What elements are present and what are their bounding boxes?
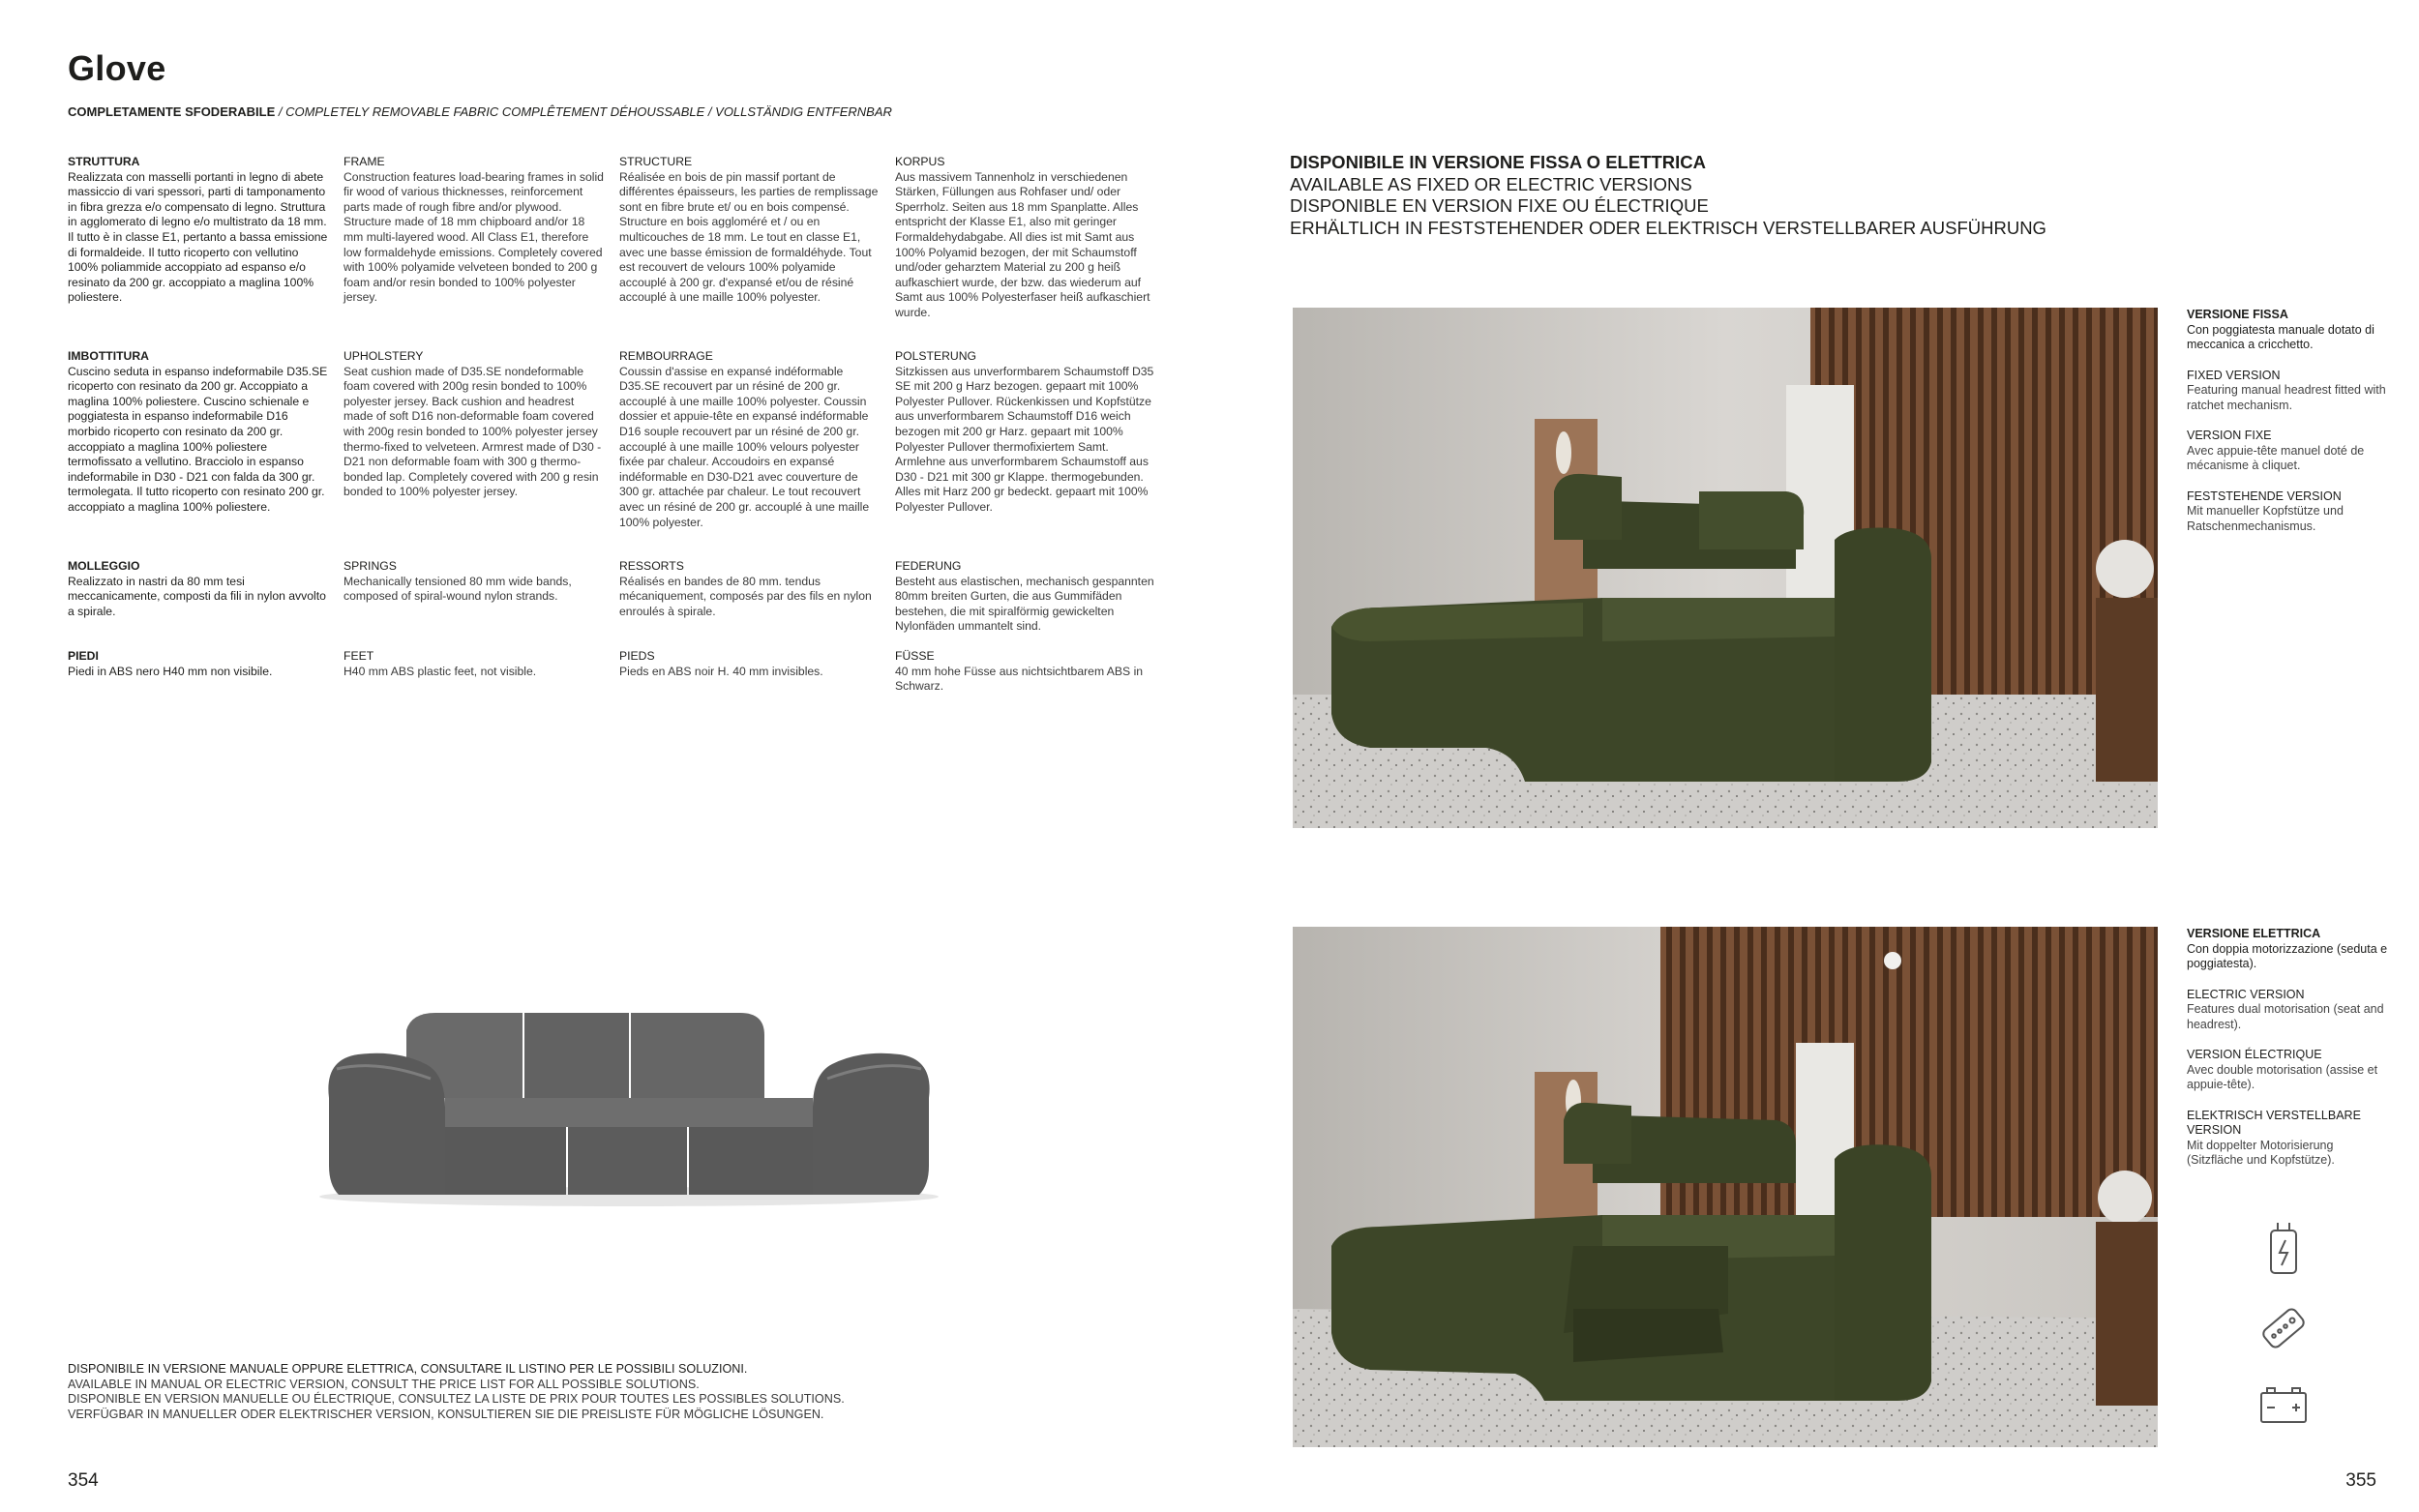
electric-version-illustration [1293, 927, 2158, 1447]
spec-block [343, 559, 605, 605]
spec-heading: PIEDS [619, 649, 655, 663]
variant-text: Featuring manual headrest fitted with ratchet mechanism. [2187, 383, 2386, 412]
spec-block [619, 649, 881, 679]
availability-de: ERHÄLTLICH IN FESTSTEHENDER ODER ELEKTRISCH VERSTELLBARER AUSFÜHRUNG [1290, 217, 2046, 238]
note-fr: DISPONIBLE EN VERSION MANUELLE OU ÉLECTRIQUE, CONSULTEZ LA LISTE DE PRIX POUR TOUTES LES POSSIBLES SOLUTIONS. [68, 1392, 845, 1407]
note-en: AVAILABLE IN MANUAL OR ELECTRIC VERSION, CONSULT THE PRICE LIST FOR ALL POSSIBLE SOLUTIONS. [68, 1377, 700, 1391]
battery-icon [2250, 1372, 2317, 1439]
variant-heading: VERSION ÉLECTRIQUE [2187, 1048, 2322, 1061]
spec-heading: FEDERUNG [895, 559, 962, 573]
spec-block [68, 649, 329, 679]
plug-icon [2250, 1217, 2317, 1285]
fixed-version-en [2187, 369, 2390, 414]
spec-text: 40 mm hohe Füsse aus nichtsichtbarem ABS in Schwarz. [895, 664, 1144, 694]
variant-heading: VERSIONE ELETTRICA [2187, 927, 2321, 940]
spec-heading: FEET [343, 649, 374, 663]
spec-block [68, 349, 329, 516]
electric-version-legend [2187, 927, 2390, 1184]
spec-text: Mechanically tensioned 80 mm wide bands, composed of spiral-wound nylon strands. [343, 574, 572, 604]
spec-text: Piedi in ABS nero H40 mm non visibile. [68, 664, 273, 678]
variant-heading: VERSION FIXE [2187, 429, 2272, 442]
spec-heading: RESSORTS [619, 559, 684, 573]
spec-text: Realizzata con masselli portanti in legno di abete massiccio di vari spessori, parti di tamponamento in fibra grezza e/o compensato di legno. Struttura in agglomerato di legno e/o multistrato da 18 mm. Il tutto è in classe E1, pertanto a bassa emissione di formaldeide. Il tutto ricoperto con vellutino 100% poliammide accoppiato ad espanso e/o resinato da 200 gr. accoppiato a maglina 100% poliestere. [68, 169, 328, 305]
spec-heading: STRUCTURE [619, 155, 693, 168]
spec-block [619, 349, 881, 530]
variant-text: Mit doppelter Motorisierung (Sitzfläche und Kopfstütze). [2187, 1138, 2335, 1167]
spec-heading: UPHOLSTERY [343, 349, 424, 363]
fixed-version-illustration [1293, 308, 2158, 828]
fixed-version-photo [1293, 308, 2158, 828]
fixed-version-de [2187, 489, 2390, 535]
product-subtitle [68, 104, 892, 119]
spec-block [68, 155, 329, 306]
spec-heading: SPRINGS [343, 559, 397, 573]
variant-text: Features dual motorisation (seat and headrest). [2187, 1002, 2384, 1031]
variant-text: Avec appuie-tête manuel doté de mécanisme à cliquet. [2187, 443, 2365, 472]
product-title: Glove [68, 48, 166, 88]
page-number-right: 355 [2345, 1470, 2376, 1491]
electric-version-fr [2187, 1048, 2390, 1093]
variant-text: Con doppia motorizzazione (seduta e poggiatesta). [2187, 941, 2388, 970]
spec-text: Sitzkissen aus unverformbarem Schaumstoff D35 SE mit 200 g Harz bezogen. gepaart mit 100% Polyester Pullover. Rückenkissen und Kopfstütze aus unverformbarem Schaumstoff D16 weich bezogen mit 200 gr Harz. gepaart mit 100% Polyester Pullover thermofixiertem Samt. Armlehne aus unverformbarem Schaumstoff aus D30 - D21 mit 300 gr Klappe. thermogebunden. Alles mit Harz 200 gr bedeckt. gepaart mit 100% Polyester Pullover. [895, 364, 1154, 514]
spec-text: Besteht aus elastischen, mechanisch gespannten 80mm breiten Gurten, die aus Gummifäden bestehen, die mit spiralförmig gewickelten Nylonfäden ummantelt sind. [895, 574, 1154, 634]
variant-heading: ELEKTRISCH VERSTELLBARE VERSION [2187, 1108, 2361, 1137]
spec-block [343, 649, 605, 679]
subtitle-bold: COMPLETAMENTE SFODERABILE [68, 104, 276, 119]
variant-text: Con poggiatesta manuale dotato di meccanica a cricchetto. [2187, 322, 2374, 351]
spec-block [68, 559, 329, 619]
spec-text: Realizzato in nastri da 80 mm tesi meccanicamente, composti da fili in nylon avvolto a spirale. [68, 574, 326, 618]
spec-block [343, 349, 605, 500]
fixed-version-fr [2187, 429, 2390, 474]
spec-heading: POLSTERUNG [895, 349, 976, 363]
fixed-version-it [2187, 308, 2390, 353]
availability-it: DISPONIBILE IN VERSIONE FISSA O ELETTRICA [1290, 152, 1706, 172]
note-it: DISPONIBILE IN VERSIONE MANUALE OPPURE ELETTRICA, CONSULTARE IL LISTINO PER LE POSSIBILI SOLUZIONI. [68, 1362, 748, 1376]
electric-version-en [2187, 988, 2390, 1033]
variant-heading: VERSIONE FISSA [2187, 308, 2288, 321]
variant-heading: FESTSTEHENDE VERSION [2187, 489, 2342, 503]
spec-block [895, 349, 1156, 516]
variant-text: Mit manueller Kopfstütze und Ratschenmechanismus. [2187, 504, 2344, 533]
availability-en: AVAILABLE AS FIXED OR ELECTRIC VERSIONS [1290, 173, 1692, 194]
spec-text: Seat cushion made of D35.SE nondeformable foam covered with 200g resin bonded to 100% polyester jersey. Back cushion and headrest made of soft D16 non-deformable foam covered with 200g resin bonded to 100% polyester jersey thermo-fixed to velveteen. Armrest made of D30 - D21 non deformable foam with 300 g thermo-bonded lap. Completely covered with 200 g resin bonded to 100% polyester jersey. [343, 364, 602, 499]
spec-heading: FRAME [343, 155, 385, 168]
spec-heading: FÜSSE [895, 649, 935, 663]
fixed-version-legend [2187, 308, 2390, 549]
availability-fr: DISPONIBLE EN VERSION FIXE OU ÉLECTRIQUE [1290, 195, 1709, 216]
spec-heading: IMBOTTITURA [68, 349, 149, 363]
spec-heading: PIEDI [68, 649, 99, 663]
spec-block [343, 155, 605, 306]
spec-text: Réalisée en bois de pin massif portant de différentes épaisseurs, les parties de remplissage sont en fibre brute et/ ou en bois compensé. Structure en bois aggloméré et / ou en multicouches de 18 mm. Le tout en classe E1, avec une basse émission de formaldéhyde. Tout est recouvert de velours 100% polyamide accouplé à 200 gr. d'expansé et/ou de résiné accouplé à une maille 100% polyester. [619, 169, 879, 305]
electric-version-de [2187, 1109, 2390, 1169]
subtitle-translations: / COMPLETELY REMOVABLE FABRIC COMPLÊTEMENT DÉHOUSSABLE / VOLLSTÄNDIG ENTFERNBAR [275, 104, 892, 119]
spec-block [895, 559, 1156, 635]
variant-text: Avec double motorisation (assise et appuie-tête). [2187, 1062, 2378, 1091]
note-de: VERFÜGBAR IN MANUELLER ODER ELEKTRISCHER VERSION, KONSULTIEREN SIE DIE PREISLISTE FÜR MÖGLICHE LÖSUNGEN. [68, 1407, 824, 1421]
spec-text: Pieds en ABS noir H. 40 mm invisibles. [619, 664, 823, 678]
remote-control-icon [2250, 1294, 2317, 1362]
spec-text: H40 mm ABS plastic feet, not visible. [343, 664, 537, 678]
spec-block [619, 559, 881, 619]
availability-note [68, 1362, 1229, 1422]
grey-sofa-illustration [300, 992, 958, 1214]
electric-version-it [2187, 927, 2390, 972]
electric-version-photo [1293, 927, 2158, 1447]
spec-text: Réalisés en bandes de 80 mm. tendus mécaniquement, composés par des fils en nylon enroulés à spirale. [619, 574, 872, 618]
spec-text: Cuscino seduta in espanso indeformabile D35.SE ricoperto con resinato da 200 gr. Accoppiato a maglina 100% poliestere. Cuscino schienale e poggiatesta in espanso indeformabile D16 morbido ricoperto con resinato da 200 gr. accoppiato a maglina 100% poliestere termofissato a vellutino. Bracciolo in espanso indeformabile in D30 - D21 con falda da 300 gr. termolegata. Il tutto ricoperto con resinato 200 gr. accoppiato a maglina 100% poliestere. [68, 364, 328, 514]
variant-heading: ELECTRIC VERSION [2187, 987, 2305, 1001]
spec-heading: MOLLEGGIO [68, 559, 140, 573]
spec-text: Coussin d'assise en expansé indéformable D35.SE recouvert par un résiné de 200 gr. accouplé à une maille 100% polyester. Coussin dossier et appuie-tête en expansé indéformable D16 souple recouvert par un résiné de 200 gr. accouplé à une maille 100% velours polyester fixée par chaleur. Accoudoirs en expansé indéformable en D30-D21 avec couverture de 300 gr. attachée par chaleur. Le tout recouvert avec un résiné de 200 gr. accouplé à une maille 100% polyester. [619, 364, 870, 529]
page-number-left: 354 [68, 1470, 99, 1491]
variant-heading: FIXED VERSION [2187, 368, 2281, 382]
spec-block [895, 649, 1156, 695]
availability-heading [1290, 152, 2257, 239]
spec-text: Construction features load-bearing frames in solid fir wood of various thicknesses, reinforcement parts made of rough fibre and/or plywood. Structure made of 18 mm chipboard and/or 18 mm multi-layered wood. All Class E1, therefore low formaldehyde emissions. Completely covered with 100% polyamide velveteen bonded to 200 g foam and/or resin bonded to 100% polyester jersey. [343, 169, 604, 305]
spec-block [895, 155, 1156, 321]
spec-block [619, 155, 881, 306]
spec-heading: STRUTTURA [68, 155, 140, 168]
spec-text: Aus massivem Tannenholz in verschiedenen Stärken, Füllungen aus Rohfaser und/ oder Sperrholz. Seiten aus 18 mm Spanplatte. Alles entspricht der Klasse E1, also mit geringer Formaldehydabgabe. All dies ist mit Samt aus 100% Polyamid bezogen, der mit Schaumstoff und/oder geharztem Material zu 200 g heiß aufkaschiert wurde, der bzw. das wiederum auf Samt aus 100% Polyesterfaser heiß aufkaschiert wurde. [895, 169, 1150, 319]
spec-heading: KORPUS [895, 155, 945, 168]
spec-heading: REMBOURRAGE [619, 349, 713, 363]
